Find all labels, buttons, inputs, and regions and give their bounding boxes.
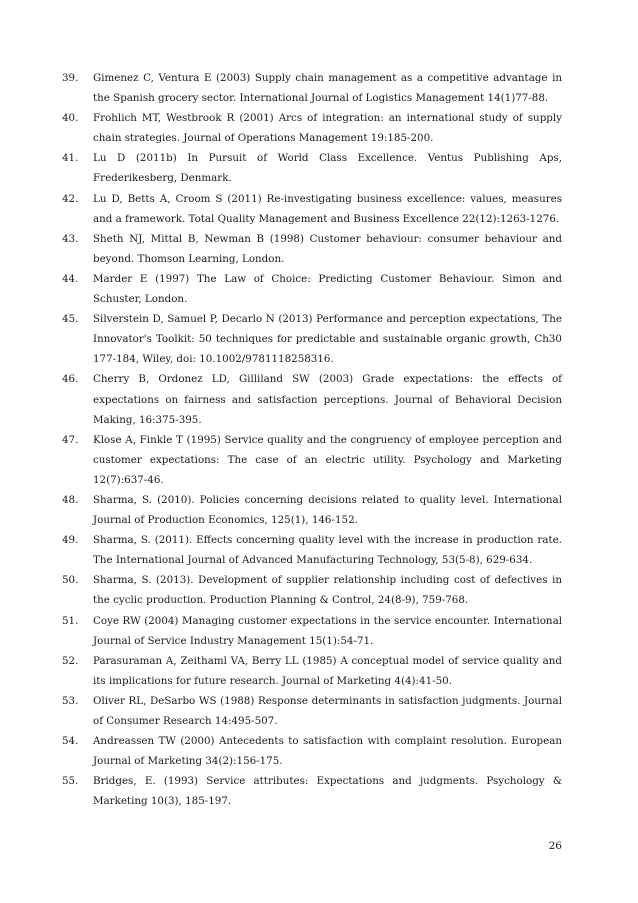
reference-text: Coye RW (2004) Managing customer expectations in the service encounter. International Journal of Service Industry Management 15(1):54-71. bbox=[93, 614, 562, 647]
reference-text: Silverstein D, Samuel P, Decarlo N (2013) Performance and perception expectations, The Innovator's Toolkit: 50 techniques for predictable and sustainable organic growth, Ch30 177-184, Wiley, doi: 10.1002/9781118258316. bbox=[93, 313, 562, 366]
reference-number: 45. bbox=[62, 313, 79, 326]
reference-text: Sharma, S. (2011). Effects concerning quality level with the increase in production rate. The International Journal of Advanced Manufacturing Technology, 53(5-8), 629-634. bbox=[93, 534, 562, 567]
reference-list bbox=[62, 68, 562, 811]
reference-number: 44. bbox=[62, 272, 79, 285]
reference-number: 51. bbox=[62, 614, 79, 627]
reference-text: Lu D, Betts A, Croom S (2011) Re-investigating business excellence: values, measures and a framework. Total Quality Management and Business Excellence 22(12):1263-1276. bbox=[93, 192, 562, 225]
reference-text: Bridges, E. (1993) Service attributes: Expectations and judgments. Psychology & Marketing 10(3), 185-197. bbox=[93, 775, 562, 808]
reference-text: Sharma, S. (2010). Policies concerning decisions related to quality level. International Journal of Production Economics, 125(1), 146-152. bbox=[93, 493, 562, 527]
reference-item bbox=[62, 611, 562, 651]
reference-item bbox=[62, 771, 562, 811]
reference-item bbox=[62, 731, 562, 771]
reference-text: Andreassen TW (2000) Antecedents to satisfaction with complaint resolution. European Journal of Marketing 34(2):156-175. bbox=[93, 735, 562, 768]
reference-text: Parasuraman A, Zeithaml VA, Berry LL (1985) A conceptual model of service quality and its implications for future research. Journal of Marketing 4(4):41-50. bbox=[93, 654, 562, 687]
reference-number: 46. bbox=[62, 373, 79, 386]
reference-number: 52. bbox=[62, 654, 79, 667]
reference-number: 42. bbox=[62, 192, 79, 205]
reference-item bbox=[62, 369, 562, 429]
reference-number: 49. bbox=[62, 534, 79, 547]
reference-item bbox=[62, 229, 562, 269]
reference-text: Sharma, S. (2013). Development of supplier relationship including cost of defectives in the cyclic production. Production Planning & Control, 24(8-9), 759-768. bbox=[93, 574, 562, 607]
reference-number: 41. bbox=[62, 152, 79, 165]
reference-number: 48. bbox=[62, 493, 79, 506]
reference-number: 40. bbox=[62, 112, 79, 125]
reference-item bbox=[62, 570, 562, 610]
reference-item bbox=[62, 490, 562, 530]
reference-item bbox=[62, 108, 562, 148]
reference-item bbox=[62, 148, 562, 188]
reference-text: Sheth NJ, Mittal B, Newman B (1998) Customer behaviour: consumer behaviour and beyond. Thomson Learning, London. bbox=[93, 232, 562, 265]
reference-item bbox=[62, 269, 562, 309]
reference-text: Marder E (1997) The Law of Choice: Predicting Customer Behaviour. Simon and Schuster, London. bbox=[93, 272, 562, 306]
reference-number: 55. bbox=[62, 775, 79, 788]
reference-number: 54. bbox=[62, 735, 79, 748]
reference-text: Oliver RL, DeSarbo WS (1988) Response determinants in satisfaction judgments. Journal of Consumer Research 14:495-507. bbox=[93, 694, 562, 727]
reference-text: Cherry B, Ordonez LD, Gilliland SW (2003) Grade expectations: the effects of expectations on fairness and satisfaction perceptions. Journal of Behavioral Decision Making, 16:375-395. bbox=[93, 373, 562, 426]
reference-number: 53. bbox=[62, 694, 79, 707]
reference-text: Frohlich MT, Westbrook R (2001) Arcs of integration: an international study of supply chain strategies. Journal of Operations Management 19:185-200. bbox=[93, 112, 562, 145]
reference-number: 50. bbox=[62, 574, 79, 587]
reference-item bbox=[62, 530, 562, 570]
reference-number: 43. bbox=[62, 232, 79, 245]
reference-item bbox=[62, 430, 562, 490]
reference-text: Klose A, Finkle T (1995) Service quality and the congruency of employee perception and customer expectations: The case of an electric utility. Psychology and Marketing 12(7):637-46. bbox=[93, 433, 562, 486]
reference-item bbox=[62, 189, 562, 229]
reference-item bbox=[62, 309, 562, 369]
reference-number: 47. bbox=[62, 433, 79, 446]
reference-item bbox=[62, 691, 562, 731]
page-number: 26 bbox=[548, 840, 562, 852]
reference-item bbox=[62, 68, 562, 108]
reference-item bbox=[62, 651, 562, 691]
reference-number: 39. bbox=[62, 72, 79, 84]
reference-text: Lu D (2011b) In Pursuit of World Class Excellence. Ventus Publishing Aps, Frederikesberg, Denmark. bbox=[93, 152, 562, 185]
reference-text: Gimenez C, Ventura E (2003) Supply chain management as a competitive advantage in the Spanish grocery sector. International Journal of Logistics Management 14(1)77-88. bbox=[93, 72, 562, 105]
